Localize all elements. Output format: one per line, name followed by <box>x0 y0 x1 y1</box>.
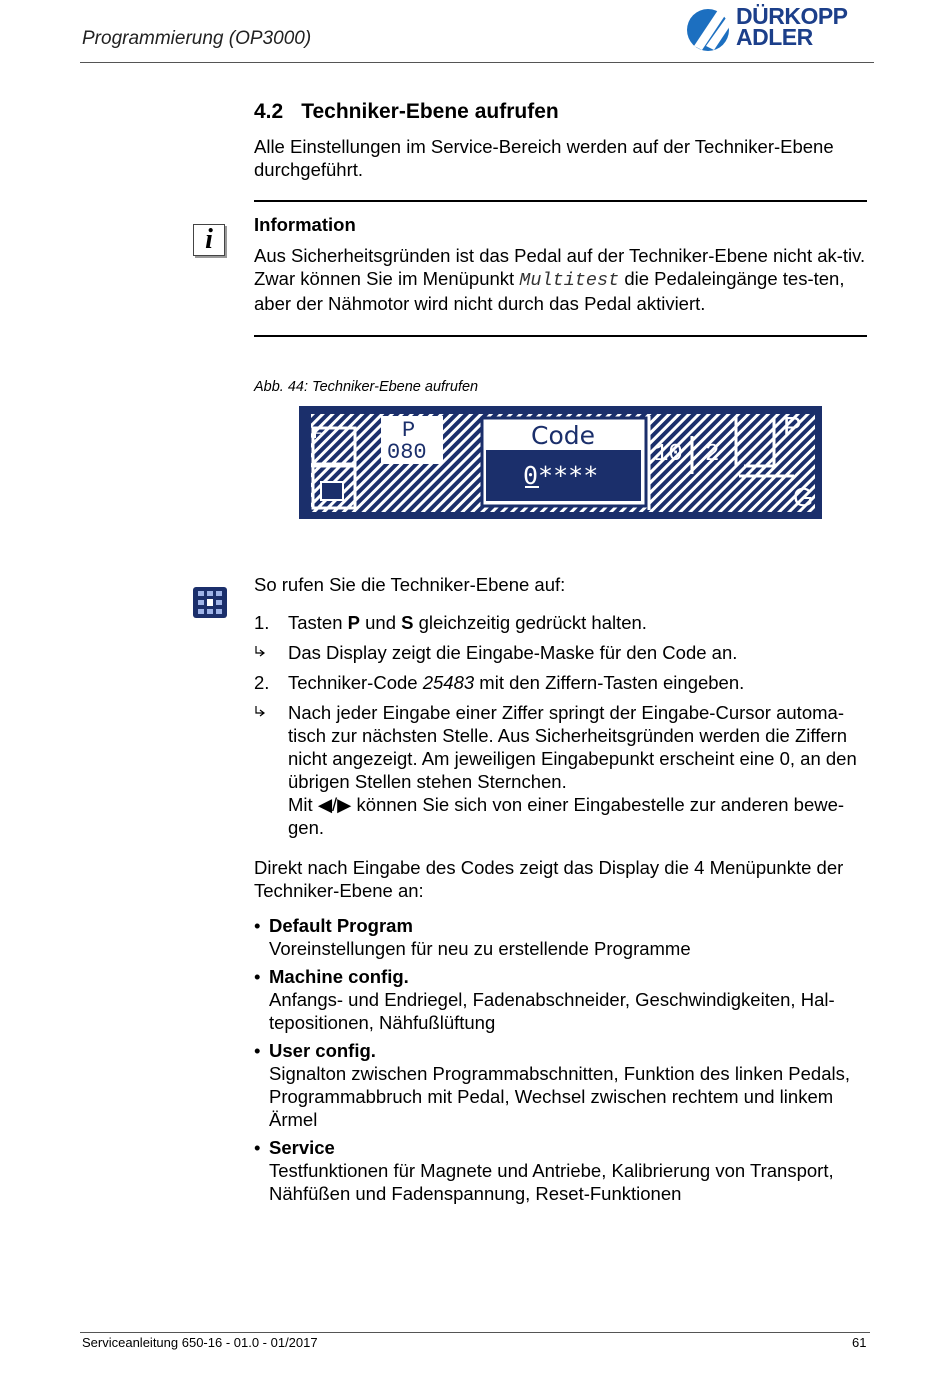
menu-item: • Service Testfunktionen für Magnete und Antriebe, Kalibrierung von Transport, Nähfüßen und Fadenspannung, Reset-Funktionen <box>254 1137 834 1204</box>
keypad-icon <box>193 587 227 618</box>
section-number: 4.2 <box>254 100 284 123</box>
section-title <box>254 100 559 124</box>
menu-name-multitest: Multitest <box>519 270 620 291</box>
display-right-g: G <box>793 482 814 512</box>
control-panel-display <box>299 406 822 519</box>
display-program-number: 080 <box>387 440 427 465</box>
menu-item-list <box>254 914 866 1210</box>
result-arrow-icon <box>254 705 268 719</box>
instructions-intro: So rufen Sie die Techniker-Ebene auf: <box>254 574 566 595</box>
footer-rule <box>80 1332 870 1333</box>
display-right-p: P <box>783 411 802 442</box>
menu-item: • User config. Signalton zwischen Programmabschnitten, Funktion des linken Pedals, Programmabbruch mit Pedal, Wechsel zwischen rechtem und linkem Ärmel <box>254 1040 851 1130</box>
header-title: Programmierung (OP3000) <box>82 28 312 49</box>
display-program-letter: P <box>402 418 416 443</box>
logo-text: DÜRKOPP ADLER <box>736 3 848 50</box>
menu-item: • Default Program Voreinstellungen für neu zu erstellende Programme <box>254 915 691 959</box>
display-left-f: F <box>313 425 323 443</box>
arrow-keys-icon: ◀/▶ <box>317 794 352 815</box>
footer-document-id: Serviceanleitung 650-16 - 01.0 - 01/2017 <box>82 1335 318 1350</box>
info-heading: Information <box>254 214 356 235</box>
display-value-10: 10 <box>654 441 683 468</box>
menu-intro: Direkt nach Eingabe des Codes zeigt das Display die 4 Menüpunkte der Techniker-Ebene an: <box>254 857 844 901</box>
page-number: 61 <box>852 1335 867 1350</box>
info-rule-bottom <box>254 335 867 337</box>
display-code-value: 0**** <box>523 461 599 490</box>
figure-caption: Abb. 44: Techniker-Ebene aufrufen <box>254 379 479 395</box>
info-icon: i <box>193 224 225 256</box>
section-intro: Alle Einstellungen im Service-Bereich werden auf der Techniker-Ebene durchgeführt. <box>254 136 834 180</box>
result-arrow-icon <box>254 645 268 659</box>
header-rule <box>80 62 874 63</box>
menu-item: • Machine config. Anfangs- und Endriegel, Fadenabschneider, Geschwindigkeiten, Hal-tepositionen, Nähfußlüftung <box>254 966 835 1033</box>
display-value-2: 2 <box>705 441 720 468</box>
section-title-text: Techniker-Ebene aufrufen <box>301 100 559 123</box>
logo-mark-icon <box>686 6 734 54</box>
display-code-label: Code <box>531 421 596 450</box>
duerkopp-adler-logo <box>686 3 872 54</box>
info-text: Aus Sicherheitsgründen ist das Pedal auf der Techniker-Ebene nicht ak-tiv. Zwar können Sie im Menüpunkt Multitest die Pedaleingänge tes-ten, aber der Nähmotor wird nicht durch das Pedal aktiviert. <box>254 245 866 314</box>
info-rule-top <box>254 200 867 202</box>
